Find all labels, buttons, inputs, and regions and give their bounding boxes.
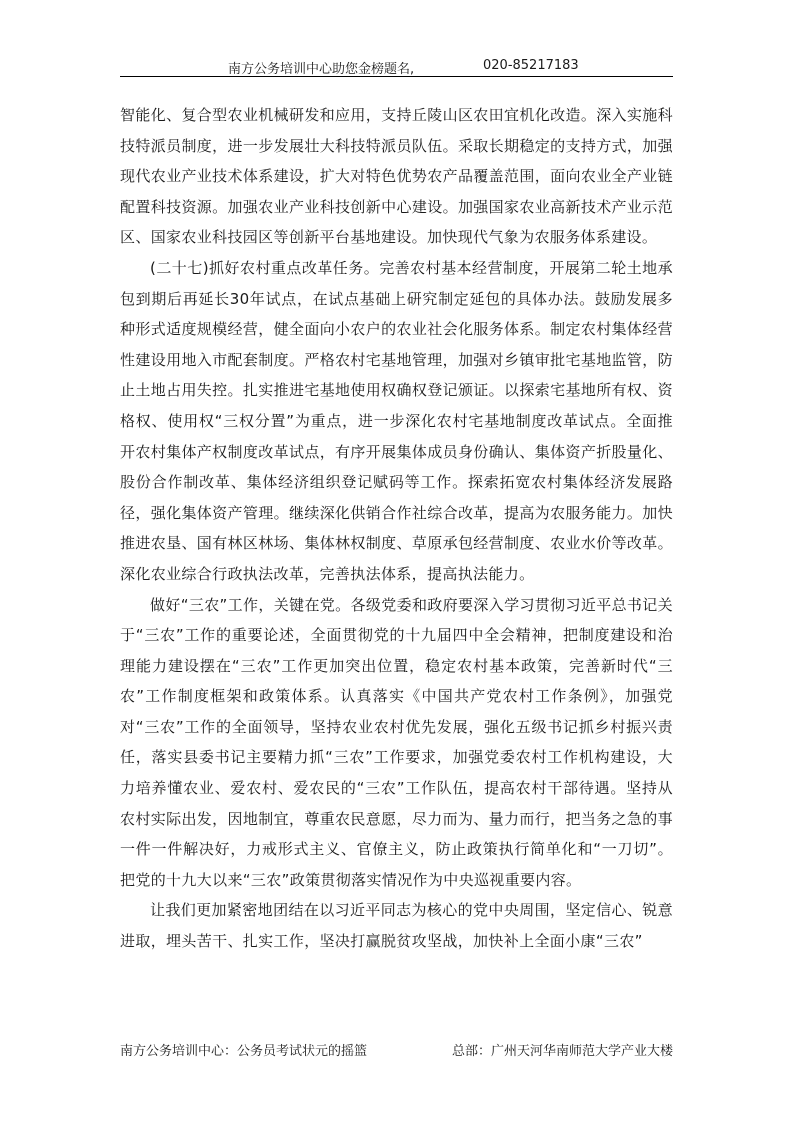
paragraph-3: 做好“三农”工作，关键在党。各级党委和政府要深入学习贯彻习近平总书记关于“三农”工作的重要论述，全面贯彻党的十九届四中全会精神，把制度建设和治理能力建设摆在“三农”工作更加突出位置，稳定农村基本政策，完善新时代“三农”工作制度框架和政策体系。认真落实《中国共产党农村工作条例》，加强党对“三农”工作的全面领导，坚持农业农村优先发展，强化五级书记抓乡村振兴责任，落实县委书记主要精力抓“三农”工作要求，加强党委农村工作机构建设，大力培养懂农业、爱农村、爱农民的“三农”工作队伍，提高农村干部待遇。坚持从农村实际出发，因地制宜，尊重农民意愿，尽力而为、量力而行，把当务之急的事一件一件解决好，力戒形式主义、官僚主义，防止政策执行简单化和“一刀切”。把党的十九大以来“三农”政策贯彻落实情况作为中央巡视重要内容。 [120,595,673,889]
header-divider [120,76,673,77]
footer-right: 总部：广州天河华南师范大学产业大楼 [451,1044,673,1059]
paragraph-4: 让我们更加紧密地团结在以习近平同志为核心的党中央周围，坚定信心、锐意进取，埋头苦干、扎实工作，坚决打赢脱贫攻坚战，加快补上全面小康“三农” [120,901,673,951]
header-phone: 020-85217183 [483,58,579,73]
document-body [120,100,673,957]
page-footer [120,1040,673,1058]
footer-left: 南方公务培训中心：公务员考试状元的摇篮 [120,1044,368,1059]
header-title: 南方公务培训中心助您金榜题名, [228,62,415,77]
paragraph-2: (二十七)抓好农村重点改革任务。完善农村基本经营制度，开展第二轮土地承包到期后再延长30年试点，在试点基础上研究制定延包的具体办法。鼓励发展多种形式适度规模经营，健全面向小农户的农业社会化服务体系。制定农村集体经营性建设用地入市配套制度。严格农村宅基地管理，加强对乡镇审批宅基地监管，防止土地占用失控。扎实推进宅基地使用权确权登记颁证。以探索宅基地所有权、资格权、使用权“三权分置”为重点，进一步深化农村宅基地制度改革试点。全面推开农村集体产权制度改革试点，有序开展集体成员身份确认、集体资产折股量化、股份合作制改革、集体经济组织登记赋码等工作。探索拓宽农村集体经济发展路径，强化集体资产管理。继续深化供销合作社综合改革，提高为农服务能力。加快推进农垦、国有林区林场、集体林权制度、草原承包经营制度、农业水价等改革。深化农业综合行政执法改革，完善执法体系，提高执法能力。 [120,258,673,583]
page-header [120,58,673,76]
paragraph-1: 智能化、复合型农业机械研发和应用，支持丘陵山区农田宜机化改造。深入实施科技特派员制度，进一步发展壮大科技特派员队伍。采取长期稳定的支持方式，加强现代农业产业技术体系建设，扩大对特色优势农产品覆盖范围，面向农业全产业链配置科技资源。加强农业产业科技创新中心建设。加强国家农业高新技术产业示范区、国家农业科技园区等创新平台基地建设。加快现代气象为农服务体系建设。 [120,106,673,247]
